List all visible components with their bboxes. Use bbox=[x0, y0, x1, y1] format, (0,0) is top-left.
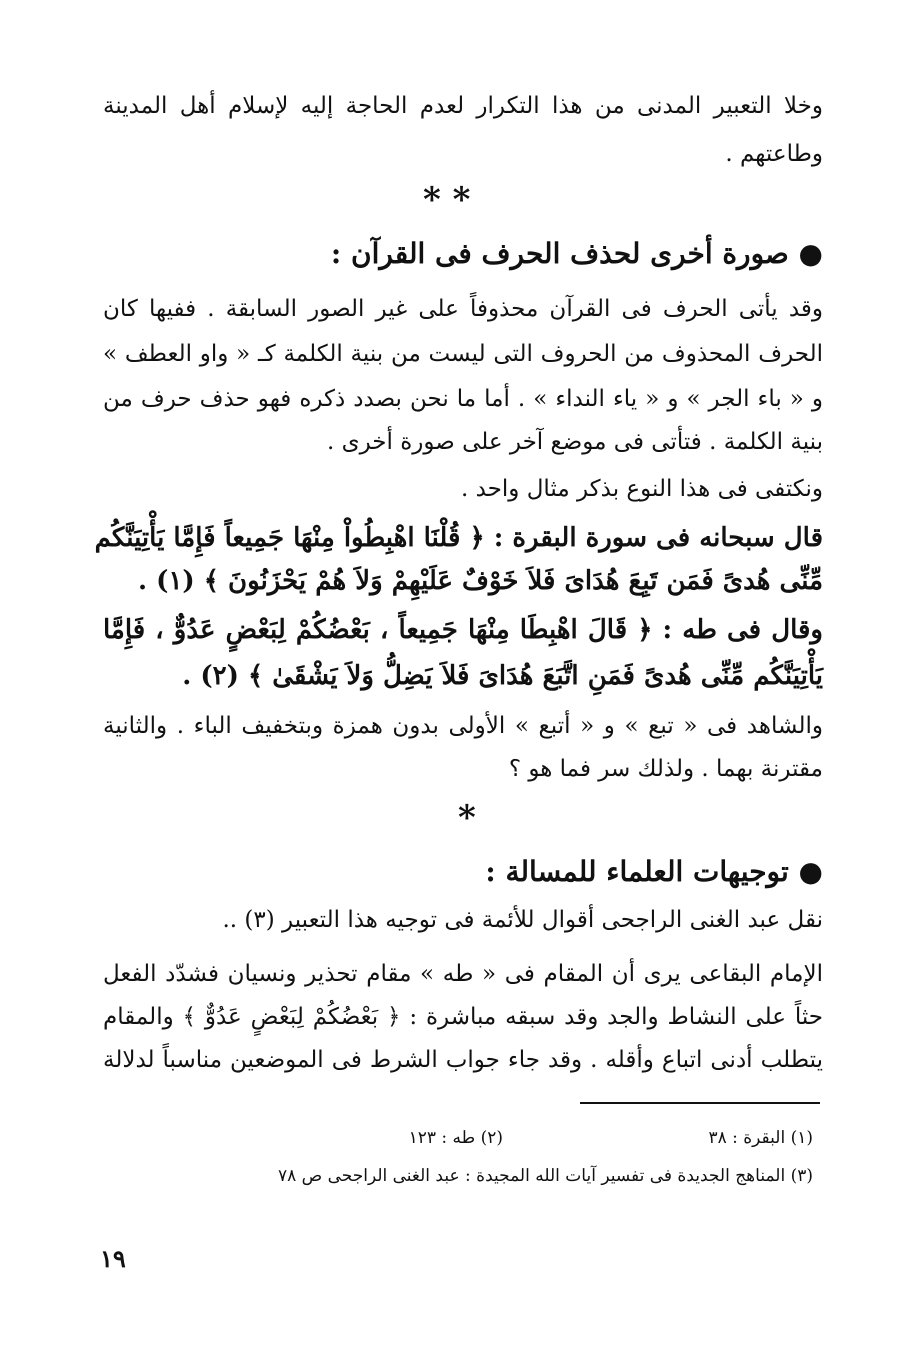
section-heading: ● توجيهات العلماء للمسالة : bbox=[485, 855, 823, 888]
paragraph-line: يتطلب أدنى اتباع وأقله . وقد جاء جواب الشرط فى الموضعين مناسباً لدلالة bbox=[103, 1047, 823, 1073]
paragraph-line: نقل عبد الغنى الراجحى أقوال للأئمة فى توجيه هذا التعبير (٣) .. bbox=[222, 907, 823, 933]
paragraph-line: والشاهد فى « تبع » و « أتبع » الأولى بدون همزة وبتخفيف الباء . والثانية bbox=[103, 713, 823, 739]
quran-citation-line: قال سبحانه فى سورة البقرة : ﴿ قُلْنَا اهْبِطُواْ مِنْهَا جَمِيعاً فَإِمَّا يَأْتِيَنَّكُم bbox=[94, 523, 823, 553]
paragraph-line: حثاً على النشاط والجد وقد سبقه مباشرة : ﴿ بَعْضُكُمْ لِبَعْضٍ عَدُوٌّ ﴾ والمقام bbox=[103, 1004, 823, 1030]
section-heading: ● صورة أخرى لحذف الحرف فى القرآن : bbox=[330, 237, 823, 270]
separator-star: * bbox=[458, 798, 476, 838]
paragraph-line: ونكتفى فى هذا النوع بذكر مثال واحد . bbox=[460, 476, 823, 502]
footnote-1: (١) البقرة : ٣٨ bbox=[708, 1128, 813, 1148]
footnote-2: (٢) طه : ١٢٣ bbox=[408, 1128, 503, 1148]
paragraph-line: وطاعتهم . bbox=[725, 141, 823, 167]
quran-citation-line: مِّنِّى هُدىً فَمَن تَبِعَ هُدَاىَ فَلاَ خَوْفٌ عَلَيْهِمْ وَلاَ هُمْ يَحْزَنُونَ ﴾ (١) . bbox=[138, 566, 823, 596]
paragraph-line: الحرف المحذوف من الحروف التى ليست من بنية الكلمة كـ « واو العطف » bbox=[103, 341, 823, 367]
paragraph-line: وقد يأتى الحرف فى القرآن محذوفاً على غير الصور السابقة . ففيها كان bbox=[103, 296, 823, 322]
paragraph-line: مقترنة بهما . ولذلك سر فما هو ؟ bbox=[508, 756, 823, 782]
quran-citation-line: وقال فى طه : ﴿ قَالَ اهْبِطَا مِنْهَا جَمِيعاً ، بَعْضُكُمْ لِبَعْضٍ عَدُوٌّ ، فَإِمَّا bbox=[103, 615, 823, 645]
paragraph-line: الإمام البقاعى يرى أن المقام فى « طه » مقام تحذير ونسيان فشدّد الفعل bbox=[103, 961, 823, 987]
footnote-3: (٣) المناهج الجديدة فى تفسير آيات الله المجيدة : عبد الغنى الراجحى ص ٧٨ bbox=[277, 1166, 813, 1186]
footnote-divider bbox=[580, 1102, 820, 1104]
paragraph-line: و « باء الجر » و « ياء النداء » . أما ما نحن بصدد ذكره فهو حذف حرف من bbox=[103, 386, 823, 412]
separator-stars: * * bbox=[423, 180, 471, 220]
quran-citation-line: يَأْتِيَنَّكُم مِّنِّى هُدىً فَمَنِ اتَّبَعَ هُدَاىَ فَلاَ يَضِلُّ وَلاَ يَشْقَىٰ ﴾ (٢) . bbox=[182, 661, 823, 691]
paragraph-line: بنية الكلمة . فتأتى فى موضع آخر على صورة أخرى . bbox=[326, 429, 823, 455]
paragraph-line: وخلا التعبير المدنى من هذا التكرار لعدم الحاجة إليه لإسلام أهل المدينة bbox=[103, 93, 823, 119]
page-number: ١٩ bbox=[100, 1244, 126, 1273]
